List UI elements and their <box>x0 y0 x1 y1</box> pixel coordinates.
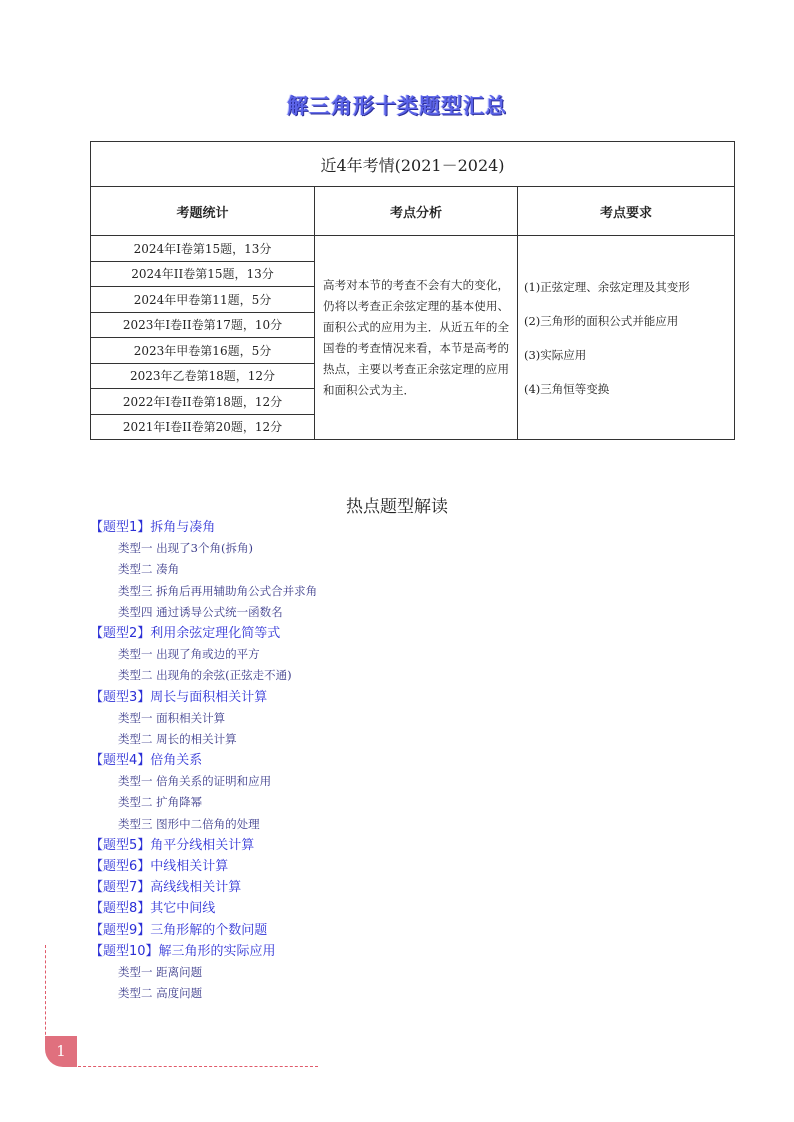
stat-row: 2024年I卷第15题，13分 <box>91 236 315 262</box>
stat-row: 2021年I卷II卷第20题，12分 <box>91 414 315 440</box>
subtopic-link[interactable]: 类型一 面积相关计算 <box>118 710 226 725</box>
requirement-item: (4)三角恒等变换 <box>524 381 610 396</box>
topic-list <box>90 517 690 1004</box>
requirement-item: (2)三角形的面积公式并能应用 <box>524 313 679 328</box>
subtopic-link[interactable]: 类型二 出现角的余弦(正弦走不通) <box>118 668 292 683</box>
subtopic-link[interactable]: 类型一 出现了角或边的平方 <box>118 647 260 662</box>
requirement-item: (1)正弦定理、余弦定理及其变形 <box>524 279 690 294</box>
stat-row: 2023年甲卷第16题，5分 <box>91 338 315 364</box>
subtopic-link[interactable]: 类型一 倍角关系的证明和应用 <box>118 774 272 789</box>
stat-row: 2024年甲卷第11题，5分 <box>91 287 315 313</box>
topic-link-6[interactable]: 【题型6】中线相关计算 <box>90 859 229 874</box>
subtopic-link[interactable]: 类型二 凑角 <box>118 562 180 577</box>
topic-link-2[interactable]: 【题型2】利用余弦定理化简等式 <box>90 625 281 641</box>
topic-link-9[interactable]: 【题型9】三角形解的个数问题 <box>90 922 268 938</box>
subtopic-link[interactable]: 类型一 出现了3个角(拆角) <box>118 541 253 556</box>
decorative-dashed-line-horizontal <box>78 1066 318 1067</box>
subtopic-link[interactable]: 类型三 拆角后再用辅助角公式合并求角 <box>118 583 318 598</box>
subtopic-link[interactable]: 类型四 通过诱导公式统一函数名 <box>118 604 283 619</box>
column-header-stats: 考题统计 <box>91 187 315 236</box>
section-title: 热点题型解读 <box>346 497 448 517</box>
decorative-dashed-line-vertical <box>45 945 46 1045</box>
stat-row: 2024年II卷第15题，13分 <box>91 261 315 287</box>
page-number-badge: 1 <box>45 1036 77 1067</box>
subtopic-link[interactable]: 类型二 扩角降幂 <box>118 795 203 810</box>
document-title: 解三角形十类题型汇总 <box>287 94 507 118</box>
topic-link-7[interactable]: 【题型7】高线线相关计算 <box>90 880 242 896</box>
topic-link-1[interactable]: 【题型1】拆角与凑角 <box>90 520 216 535</box>
table-header: 近4年考情(2021－2024) <box>91 142 735 187</box>
stat-row: 2023年I卷II卷第17题，10分 <box>91 312 315 338</box>
topic-link-8[interactable]: 【题型8】其它中间线 <box>90 901 216 917</box>
topic-link-4[interactable]: 【题型4】倍角关系 <box>90 753 203 769</box>
stat-row: 2023年乙卷第18题，12分 <box>91 363 315 389</box>
requirements-cell <box>518 236 735 440</box>
column-header-analysis: 考点分析 <box>315 187 518 236</box>
requirement-item: (3)实际应用 <box>524 347 587 362</box>
analysis-cell: 高考对本节的考查不会有大的变化，仍将以考查正余弦定理的基本使用、面积公式的应用为主．从近五年的全国卷的考查情况来看，本节是高考的热点，主要以考查正余弦定理的应用和面积公式为主． <box>315 236 518 440</box>
subtopic-link[interactable]: 类型二 周长的相关计算 <box>118 731 237 746</box>
subtopic-link[interactable]: 类型三 图形中二倍角的处理 <box>118 816 260 831</box>
stat-row: 2022年I卷II卷第18题，12分 <box>91 389 315 415</box>
subtopic-link[interactable]: 类型一 距离问题 <box>118 964 203 979</box>
exam-stats-table <box>90 141 735 440</box>
column-header-requirements: 考点要求 <box>518 187 735 236</box>
topic-link-5[interactable]: 【题型5】角平分线相关计算 <box>90 837 255 853</box>
topic-link-10[interactable]: 【题型10】解三角形的实际应用 <box>90 943 276 959</box>
topic-link-3[interactable]: 【题型3】周长与面积相关计算 <box>90 689 268 705</box>
subtopic-link[interactable]: 类型二 高度问题 <box>118 986 203 1001</box>
